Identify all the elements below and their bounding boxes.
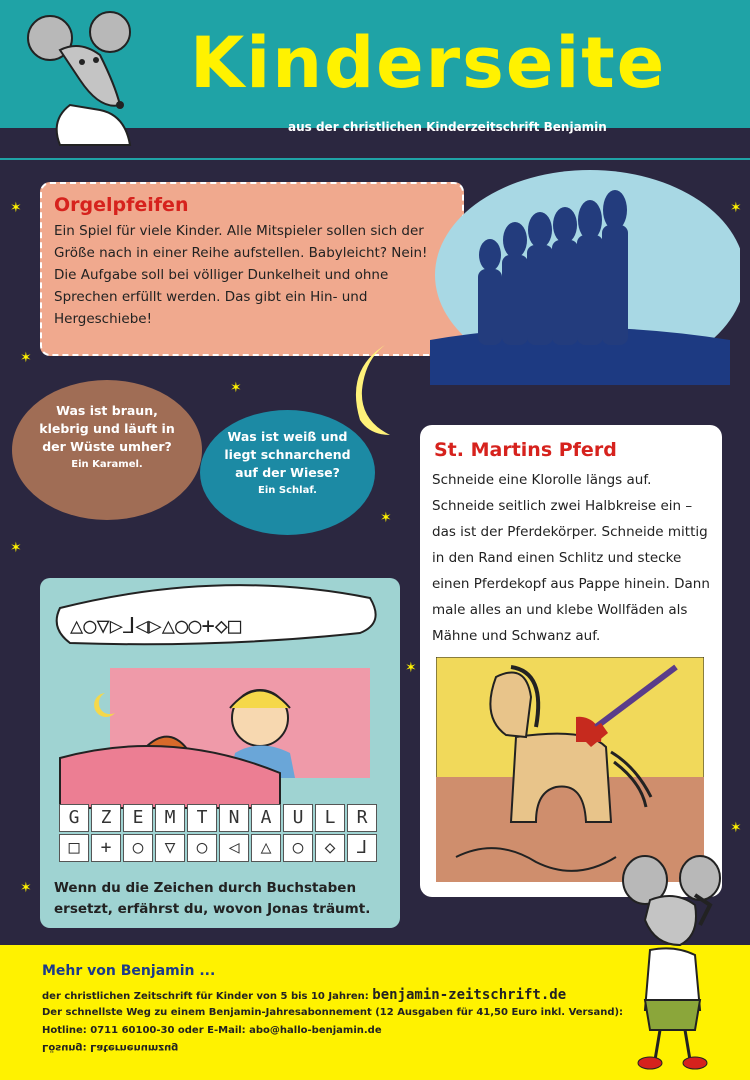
puzzle-letter-cell: Z — [91, 804, 121, 832]
puzzle-letters-row — [58, 803, 380, 833]
mouse-mascot-icon — [20, 10, 140, 150]
children-silhouette-illustration — [410, 165, 740, 385]
puzzle-letter-cell: L — [315, 804, 345, 832]
phone-mouse-mascot-icon — [600, 850, 740, 1075]
footer-line-1 — [42, 987, 566, 1003]
puzzle-letter-cell: A — [251, 804, 281, 832]
st-martins-title: St. Martins Pferd — [434, 439, 617, 461]
puzzle-symbol-cell: ⅃ — [347, 834, 377, 862]
puzzle-letter-cell: E — [123, 804, 153, 832]
puzzle-letter-cell: M — [155, 804, 185, 832]
footer-line-1-text: der christlichen Zeitschrift für Kinder von 5 bis 10 Jahren: — [42, 991, 369, 1002]
puzzle-solution-upside-down: Lösung: Laternenumzug — [42, 1042, 179, 1053]
st-martins-text: Schneide eine Klorolle längs auf. Schneide seitlich zwei Halbkreise ein – das ist der Pferdekörper. Schneide mittig in den Rand einen Schlitz und stecke einen Pferdekopf aus Pappe hinein. Dann male alles an und klebe Wollfäden als Mähne und Schwanz auf. — [432, 472, 710, 644]
st-martins-box — [420, 425, 722, 897]
puzzle-letter-cell: T — [187, 804, 217, 832]
star-icon: ✶ — [10, 200, 22, 216]
footer-heading: Mehr von Benjamin ... — [42, 963, 216, 979]
star-icon: ✶ — [230, 380, 242, 396]
dream-puzzle-box — [40, 578, 400, 928]
orgelpfeifen-box — [40, 182, 464, 356]
puzzle-symbol-cell: + — [91, 834, 121, 862]
puzzle-symbol-cell: ◁ — [219, 834, 249, 862]
website-link[interactable]: benjamin-zeitschrift.de — [372, 987, 567, 1003]
riddle-1-question: Was ist braun, klebrig und läuft in der Wüste umher? — [39, 403, 175, 454]
svg-text:△○▽▷⅃◁▷△○○+◇□: △○▽▷⅃◁▷△○○+◇□ — [70, 614, 242, 639]
puzzle-symbol-cell: ○ — [187, 834, 217, 862]
puzzle-symbol-cell: ▽ — [155, 834, 185, 862]
star-icon: ✶ — [730, 820, 742, 836]
riddle-2-question: Was ist weiß und liegt schnarchend auf der Wiese? — [224, 429, 351, 480]
puzzle-symbol-cell: △ — [251, 834, 281, 862]
riddle-cloud-1 — [12, 380, 202, 520]
star-icon: ✶ — [380, 510, 392, 526]
page-title: Kinderseite — [190, 22, 667, 104]
star-icon: ✶ — [20, 880, 32, 896]
star-icon: ✶ — [405, 660, 417, 676]
orgelpfeifen-title: Orgelpfeifen — [54, 194, 189, 216]
puzzle-symbol-cell: ○ — [123, 834, 153, 862]
star-icon: ✶ — [10, 540, 22, 556]
footer-line-3: Hotline: 0711 60100-30 oder E-Mail: abo@hallo-benjamin.de — [42, 1025, 382, 1036]
star-icon: ✶ — [20, 350, 32, 366]
puzzle-letter-cell: G — [59, 804, 89, 832]
puzzle-letter-cell: N — [219, 804, 249, 832]
footer-line-2: Der schnellste Weg zu einem Benjamin-Jahresabonnement (12 Ausgaben für 41,50 Euro inkl. Versand): — [42, 1007, 624, 1018]
puzzle-symbols-row — [58, 833, 380, 863]
sleeping-child-illustration — [50, 578, 390, 828]
orgelpfeifen-text: Ein Spiel für viele Kinder. Alle Mitspieler sollen sich der Größe nach in einer Reihe aufstellen. Babyleicht? Nein! Die Aufgabe soll bei völliger Dunkelheit und ohne Sprechen erfüllt werden. Das gibt ein Hin- und Hergeschiebe! — [54, 223, 428, 327]
page-subtitle: aus der christlichen Kinderzeitschrift Benjamin — [288, 120, 607, 134]
paper-horse-illustration — [436, 657, 704, 882]
header-banner — [0, 0, 750, 160]
riddle-2-answer: Ein Schlaf. — [258, 485, 317, 496]
puzzle-letter-cell: U — [283, 804, 313, 832]
puzzle-caption: Wenn du die Zeichen durch Buchstaben ersetzt, erfährst du, wovon Jonas träumt. — [54, 880, 371, 917]
puzzle-symbol-cell: □ — [59, 834, 89, 862]
riddle-1-answer: Ein Karamel. — [71, 459, 143, 470]
puzzle-symbol-cell: ◇ — [315, 834, 345, 862]
puzzle-letter-cell: R — [347, 804, 377, 832]
star-icon: ✶ — [730, 200, 742, 216]
riddle-cloud-2 — [200, 410, 375, 535]
puzzle-grid — [58, 803, 380, 863]
puzzle-symbol-cell: ○ — [283, 834, 313, 862]
